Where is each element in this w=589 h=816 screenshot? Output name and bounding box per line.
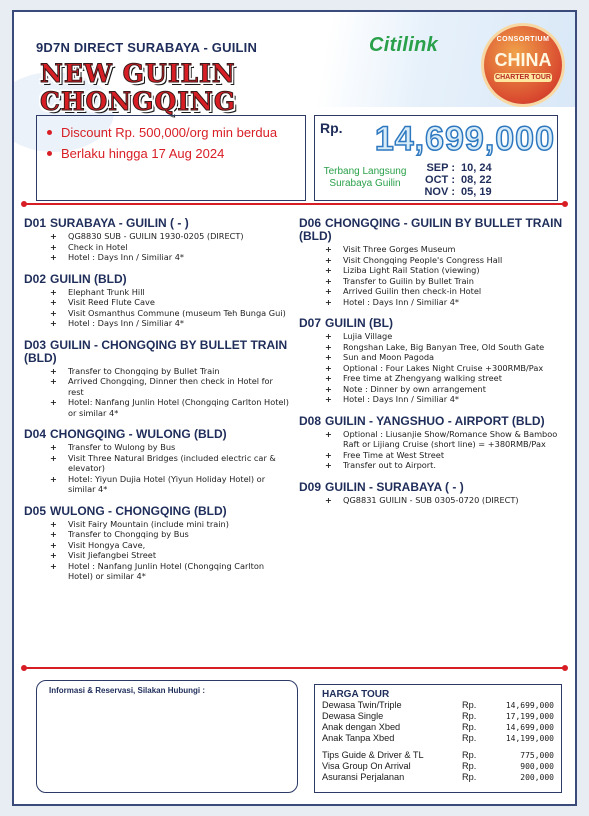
departure-days: 05, 19 [461,186,492,198]
itinerary-left-column [24,217,289,592]
activity-item: + Visit Three Natural Bridges (included electric car & elevator) [24,453,289,474]
price-label: Tips Guide & Driver & TL [322,750,424,760]
itinerary-day [24,273,289,329]
departure-days: 08, 22 [461,174,492,186]
price-label: Visa Group On Arrival [322,761,411,771]
itinerary-day [24,505,289,582]
divider-top [24,203,565,205]
price-currency: Rp. [320,120,343,136]
departure-month: SEP : [426,162,455,174]
price-currency: Rp. [462,722,477,732]
price-amount: 14,699,000 [374,120,555,158]
activity-item: + Arrived Guilin then check-in Hotel [299,286,564,297]
price-rows [322,700,557,744]
tour-title [36,60,240,115]
day-number: D08 [299,413,322,428]
activity-item: + Visit Jiefangbei Street [24,550,289,561]
day-number: D01 [24,216,47,230]
day-activities [299,429,564,471]
price-row [322,711,557,722]
activity-item: + Visit Chongqing People's Congress Hall [299,255,564,266]
day-route: GUILIN - SURABAYA ( - ) [325,479,464,494]
price-row [322,761,557,772]
price-value: 14,699,000 [505,723,554,732]
day-activities [299,244,564,307]
itinerary-day [299,217,564,307]
title-line-1: NEW GUILIN [40,59,236,88]
price-label: Asuransi Perjalanan [322,772,405,782]
day-route: GUILIN - CHONGQING BY BULLET TRAIN (BLD) [24,337,288,365]
promo-item: Berlaku hingga 17 Aug 2024 [47,143,295,164]
activity-item: + QG8831 GUILIN - SUB 0305-0720 (DIRECT) [299,495,564,506]
activity-item: + Visit Reed Flute Cave [24,297,289,308]
activity-item: + Arrived Chongqing, Dinner then check in Hotel for rest [24,376,289,397]
itinerary-day [299,317,564,405]
day-route: GUILIN (BL) [325,316,394,330]
itinerary-day [24,217,289,263]
price-value: 14,699,000 [505,701,554,710]
citilink-logo: Citilink [369,34,439,56]
activity-item: + Transfer to Chongqing by Bus [24,529,289,540]
activity-item: + Elephant Trunk Hill [24,287,289,298]
activity-item: + Liziba Light Rail Station (viewing) [299,265,564,276]
activity-item: + Visit Hongya Cave, [24,540,289,551]
price-row [322,750,557,761]
activity-item: + Free time at Zhengyang walking street [299,373,564,384]
activity-item: + Hotel: Yiyun Dujia Hotel (Yiyun Holiday Hotel) or similar 4* [24,474,289,495]
promo-box [36,115,306,201]
activity-item: + Visit Fairy Mountain (include mini train) [24,519,289,530]
day-number: D03 [24,337,47,352]
activity-item: + Transfer to Guilin by Bullet Train [299,276,564,287]
departure-row [415,162,492,174]
departure-days: 10, 24 [461,162,492,174]
day-number: D09 [299,479,322,494]
price-table [314,684,562,793]
flyer-page [12,10,577,806]
activity-item: + Transfer to Wulong by Bus [24,442,289,453]
flight-note-line1: Terbang Langsung [323,166,407,177]
contact-box [36,680,298,793]
contact-label: Informasi & Reservasi, Silakan Hubungi : [49,686,206,695]
day-route: CHONGQING - GUILIN BY BULLET TRAIN (BLD) [299,216,563,243]
flight-note-line2: Surabaya Guilin [329,178,401,189]
day-activities [24,366,289,419]
price-value: 900,000 [520,762,554,771]
departure-month: NOV : [424,186,455,198]
promo-list [47,122,295,164]
day-number: D06 [299,216,322,230]
price-row [322,722,557,733]
price-currency: Rp. [462,733,477,743]
price-currency: Rp. [462,700,477,710]
day-number: D02 [24,271,47,286]
departure-month: OCT : [425,174,455,186]
china-charter-badge [484,26,562,104]
activity-item: + Transfer out to Airport. [299,460,564,471]
price-label: Dewasa Twin/Triple [322,700,402,710]
activity-item: + Lujia Village [299,331,564,342]
itinerary-day [24,428,289,495]
day-number: D07 [299,316,322,330]
day-route: CHONGQING - WULONG (BLD) [50,427,227,441]
price-currency: Rp. [462,761,477,771]
price-currency: Rp. [462,711,477,721]
activity-item: + QG8830 SUB - GUILIN 1930-0205 (DIRECT) [24,231,289,242]
day-activities [24,519,289,582]
activity-item: + Optional : Four Lakes Night Cruise +300RMB/Pax [299,363,564,374]
day-title [24,273,289,286]
day-title [299,217,564,243]
departure-dates [415,162,492,198]
price-currency: Rp. [462,772,477,782]
activity-item: + Hotel : Days Inn / Similiar 4* [24,318,289,329]
day-title [299,317,564,330]
itinerary-right-column [299,217,564,515]
price-table-title: HARGA TOUR [322,689,390,700]
activity-item: + Optional : Liusanjie Show/Romance Show & Bamboo Raft or Lijiang Cruise (short line) = +380RMB/Pax [299,429,564,450]
day-route: SURABAYA - GUILIN ( - ) [50,216,189,230]
price-box [314,115,558,201]
activity-item: + Hotel : Days Inn / Similiar 4* [24,252,289,263]
day-title [24,428,289,441]
price-row [322,772,557,783]
activity-item: + Rongshan Lake, Big Banyan Tree, Old South Gate [299,342,564,353]
price-label: Anak Tanpa Xbed [322,733,395,743]
price-value: 775,000 [520,751,554,760]
activity-item: + Visit Osmanthus Commune (museum Teh Bunga Gui) [24,308,289,319]
price-row [322,733,557,744]
departure-row [415,186,492,198]
day-title [299,481,564,494]
itinerary-day [299,481,564,506]
price-value: 14,199,000 [505,734,554,743]
promo-item: Discount Rp. 500,000/org min berdua [47,122,295,143]
day-activities [24,231,289,263]
activity-item: + Visit Three Gorges Museum [299,244,564,255]
day-number: D05 [24,503,47,518]
day-route: GUILIN - YANGSHUO - AIRPORT (BLD) [325,413,545,428]
tour-subtitle: 9D7N DIRECT SURABAYA - GUILIN [36,40,258,55]
day-title [24,339,289,365]
price-currency: Rp. [462,750,477,760]
day-route: GUILIN (BLD) [50,271,127,286]
price-value: 200,000 [520,773,554,782]
activity-item: + Free Time at West Street [299,450,564,461]
activity-item: + Hotel : Nanfang Junlin Hotel (Chongqing Carlton Hotel) or similar 4* [24,561,289,582]
price-row [322,700,557,711]
activity-item: + Transfer to Chongqing by Bullet Train [24,366,289,377]
activity-item: + Hotel : Days Inn / Similiar 4* [299,394,564,405]
badge-top-text: CONSORTIUM [496,36,550,43]
day-title [24,217,289,230]
day-activities [24,442,289,495]
day-activities [24,287,289,329]
activity-item: + Sun and Moon Pagoda [299,352,564,363]
day-route: WULONG - CHONGQING (BLD) [50,503,227,518]
activity-item: + Note : Dinner by own arrangement [299,384,564,395]
day-number: D04 [24,427,47,441]
activity-item: + Hotel : Days Inn / Similiar 4* [299,297,564,308]
price-label: Anak dengan Xbed [322,722,401,732]
activity-item: + Check in Hotel [24,242,289,253]
price-value: 17,199,000 [505,712,554,721]
itinerary-day [299,415,564,471]
departure-row [415,174,492,186]
day-title [299,415,564,428]
badge-main-text: CHINA [494,50,552,70]
price-label: Dewasa Single [322,711,384,721]
day-activities [299,495,564,506]
title-line-2: CHONGQING [40,87,237,116]
day-activities [299,331,564,405]
extra-cost-rows [322,750,557,783]
activity-item: + Hotel: Nanfang Junlin Hotel (Chongqing Carlton Hotel) or similar 4* [24,397,289,418]
day-title [24,505,289,518]
flight-note [321,166,409,190]
divider-bottom [24,667,565,669]
badge-bottom-text: CHARTER TOUR [495,74,551,81]
itinerary-day [24,339,289,419]
